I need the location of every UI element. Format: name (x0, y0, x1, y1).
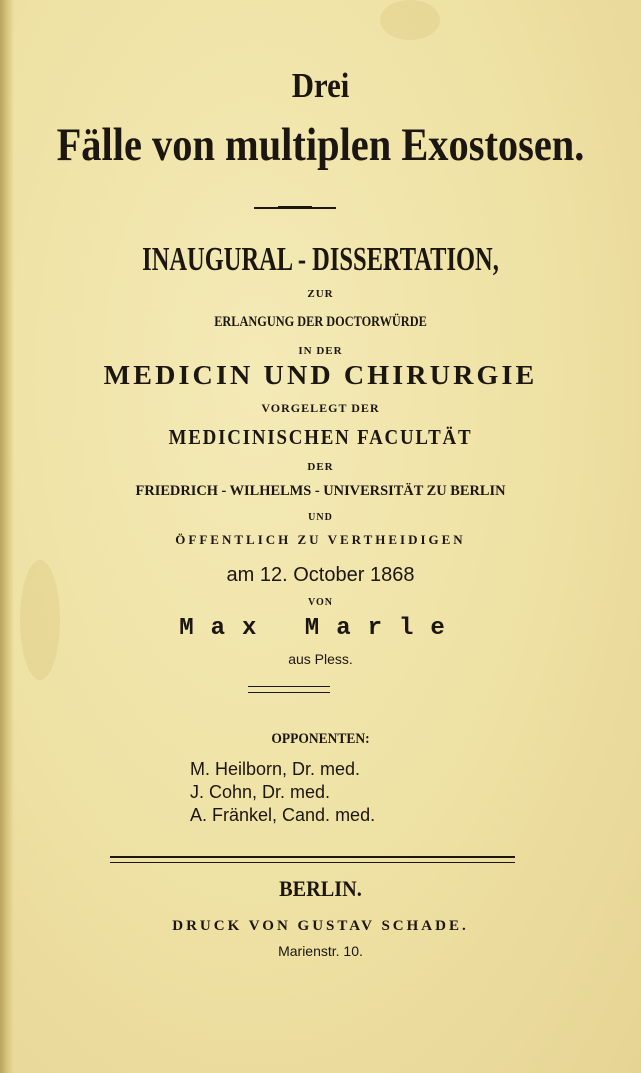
und-label: UND (308, 512, 333, 523)
vorgelegt-label: VORGELEGT DER (261, 401, 380, 415)
der-label: DER (307, 461, 334, 473)
opponents-heading: OPPONENTEN: (271, 731, 370, 747)
opponents-list (190, 758, 375, 827)
imprint-printer: DRUCK VON GUSTAV SCHADE. (172, 918, 469, 934)
ornamental-rule (254, 207, 336, 209)
main-title: Fälle von multiplen Exostosen. (56, 119, 585, 171)
imprint-city: BERLIN. (279, 876, 362, 901)
paper-stain (380, 0, 440, 40)
author-origin: aus Pless. (288, 651, 353, 667)
faculty-subject: MEDICIN UND CHIRURGIE (103, 360, 538, 390)
erlangung-line: ERLANGUNG DER DOCTORWÜRDE (214, 314, 427, 330)
author-name: Max Marle (179, 615, 462, 642)
opponent-item: M. Heilborn, Dr. med. (190, 759, 361, 779)
dissertation-heading: INAUGURAL - DISSERTATION, (142, 241, 499, 278)
opponent-item: J. Cohn, Dr. med. (190, 782, 331, 802)
opponent-item: A. Fränkel, Cand. med. (190, 805, 376, 825)
imprint-rule (110, 856, 515, 863)
faculty-name: MEDICINISCHEN FACULTÄT (168, 425, 473, 449)
imprint-address: Marienstr. 10. (278, 943, 363, 959)
double-rule (248, 686, 330, 693)
in-der-label: IN DER (298, 345, 343, 357)
university-name: FRIEDRICH - WILHELMS - UNIVERSITÄT ZU BERLIN (135, 483, 506, 499)
von-label: VON (307, 597, 334, 608)
defense-date: am 12. October 1868 (226, 564, 415, 586)
defense-line: ÖFFENTLICH ZU VERTHEIDIGEN (175, 532, 466, 547)
title-prefix: Drei (291, 66, 350, 105)
zur-label: ZUR (307, 288, 334, 300)
